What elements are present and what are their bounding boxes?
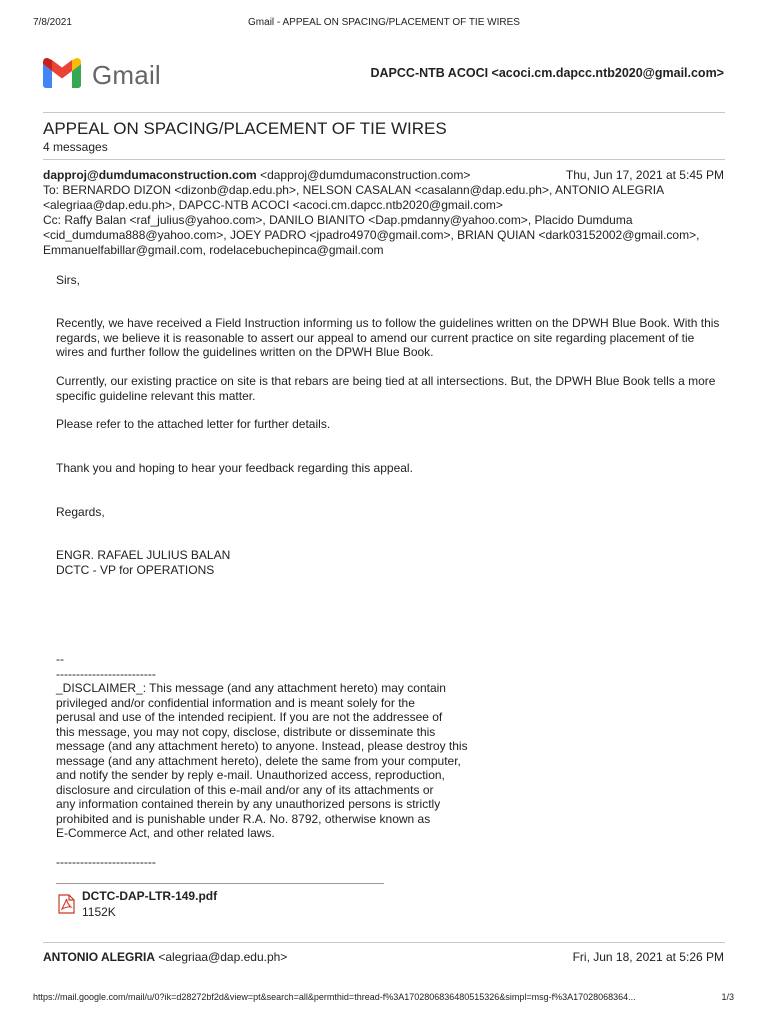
attachment-link[interactable]: DCTC-DAP-LTR-149.pdf [82, 889, 218, 903]
print-url: https://mail.google.com/mail/u/0?ik=d28272bf2d&view=pt&search=all&permthid=thread-f%3A1702806836480515326&simpl=msg-f%3A17028068364... [33, 992, 636, 1002]
subject-divider [43, 159, 725, 160]
gmail-logo-icon [43, 58, 81, 88]
recipient-line: <alegriaa@dap.edu.ph>, DAPCC-NTB ACOCI <acoci.cm.dapcc.ntb2020@gmail.com> [43, 198, 503, 212]
recipient-line: Emmanuelfabillar@gmail.com, rodelacebuchepinca@gmail.com [43, 243, 384, 257]
sender-email: <dapproj@dumdumaconstruction.com> [260, 168, 471, 182]
header-divider [43, 112, 725, 113]
message-1-recipients [43, 183, 723, 258]
message-count: 4 messages [43, 140, 108, 154]
body-greeting: Sirs, [56, 273, 80, 287]
print-date: 7/8/2021 [33, 17, 72, 28]
page-number: 1/3 [721, 992, 734, 1002]
body-paragraph-3: Please refer to the attached letter for further details. [56, 417, 331, 431]
body-paragraph-1: Recently, we have received a Field Instruction informing us to follow the guidelines written on the DPWH Blue Book. With this regards, we believe it is reasonable to assert our appeal to amend our current practice on site regarding placement of tie wires and further follow the guidelines written on the DPWH Blue Book. [56, 316, 720, 359]
gmail-wordmark: Gmail [92, 60, 161, 90]
message-2-from [43, 950, 287, 965]
thread-subject: APPEAL ON SPACING/PLACEMENT OF TIE WIRES [43, 119, 447, 138]
body-closing: Regards, [56, 505, 105, 519]
sender-name: ANTONIO ALEGRIA [43, 950, 156, 964]
sender-name: dapproj@dumdumaconstruction.com [43, 168, 257, 182]
body-paragraph-2: Currently, our existing practice on site is that rebars are being tied at all intersections. But, the DPWH Blue Book tells a more specific guideline relevant this matter. [56, 374, 716, 403]
account-identity: DAPCC-NTB ACOCI <acoci.cm.dapcc.ntb2020@gmail.com> [370, 66, 724, 80]
message-1-date: Thu, Jun 17, 2021 at 5:45 PM [565, 168, 724, 182]
print-title: Gmail - APPEAL ON SPACING/PLACEMENT OF TIE WIRES [248, 17, 520, 28]
attachment-size: 1152K [82, 905, 116, 919]
recipient-line: <cid_dumduma888@yahoo.com>, JOEY PADRO <jpadro4970@gmail.com>, BRIAN QUIAN <dark03152002@gmail.com>, [43, 228, 700, 242]
message-divider [43, 942, 725, 943]
body-paragraph-4: Thank you and hoping to hear your feedback regarding this appeal. [56, 461, 413, 475]
recipient-line: Cc: Raffy Balan <raf_julius@yahoo.com>, DANILO BIANITO <Dap.pmdanny@yahoo.com>, Placido Dumduma [43, 213, 633, 227]
pdf-file-icon[interactable] [58, 894, 75, 914]
signature-name: ENGR. RAFAEL JULIUS BALAN [56, 548, 231, 562]
attachment-divider [56, 883, 384, 884]
recipient-line: To: BERNARDO DIZON <dizonb@dap.edu.ph>, NELSON CASALAN <casalann@dap.edu.ph>, ANTONIO ALEGRIA [43, 183, 665, 197]
disclaimer-block: -- ------------------------- _DISCLAIMER_: This message (and any attachment hereto) may contain privileged and/or confidential information and is meant solely for the perusal and use of the intended recipient. If you are not the addressee of this message, you may not copy, disclose, distribute or disseminate this message (and any attachment hereto) to anyone. Instead, please destroy this message (and any attachment hereto), delete the same from your computer, and notify the sender by reply e-mail. Unauthorized access, reproduction, disclosure and circulation of this e-mail and/or any of its attachments or any information contained therein by any unauthorized persons is strictly prohibited and is punishable under R.A. No. 8792, otherwise known as E-Commerce Act, and other related laws. ------------------------- [56, 652, 468, 869]
message-1-from [43, 168, 470, 183]
signature-title: DCTC - VP for OPERATIONS [56, 563, 215, 577]
sender-email: <alegriaa@dap.edu.ph> [158, 950, 288, 964]
message-2-date: Fri, Jun 18, 2021 at 5:26 PM [572, 950, 724, 964]
